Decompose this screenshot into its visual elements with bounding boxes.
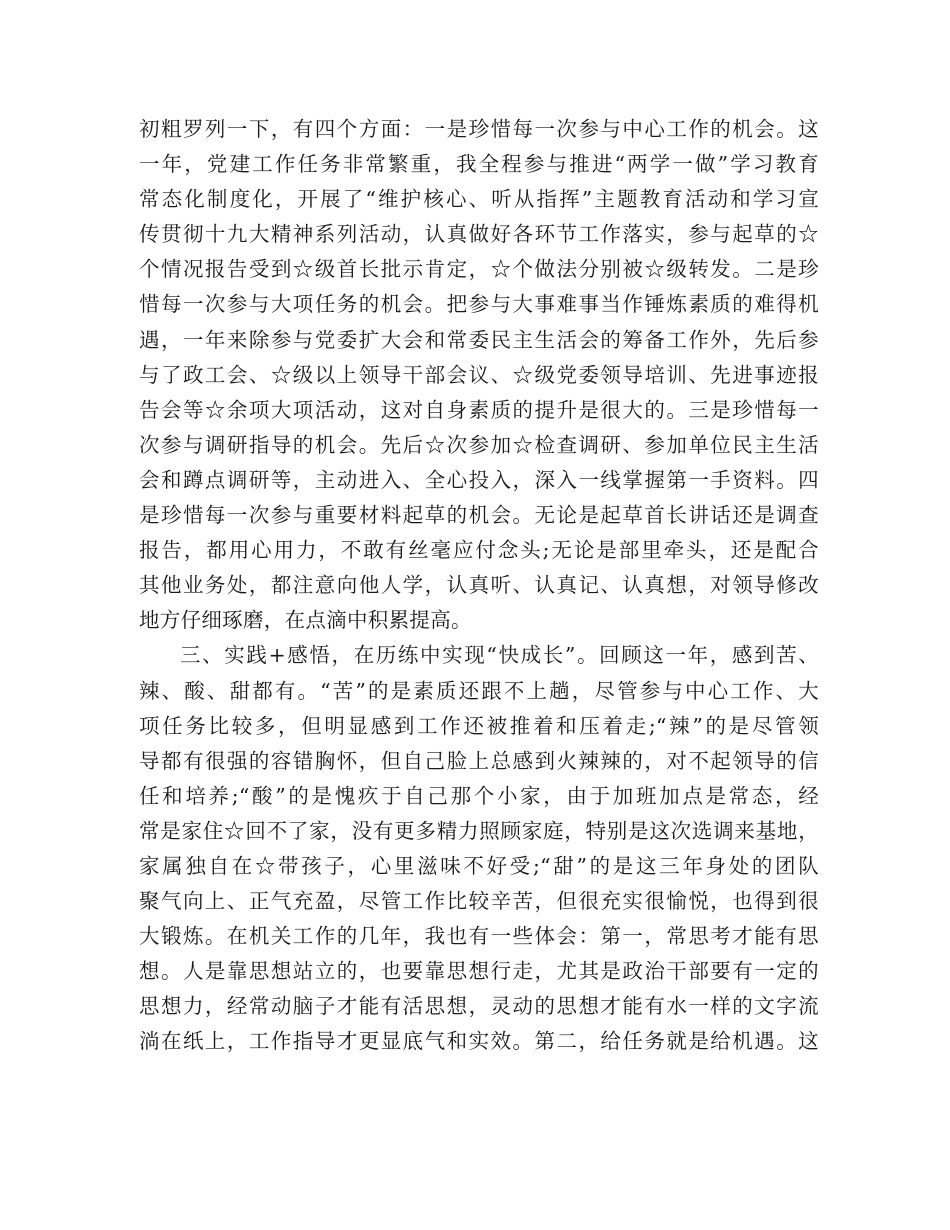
text-line: 次参与调研指导的机会。先后☆次参加☆检查调研、参加单位民主生活: [139, 432, 819, 457]
text-line: 任和培养;“酸”的是愧疚于自己那个小家，由于加班加点是常态，经: [139, 783, 819, 808]
text-line: 其他业务处，都注意向他人学，认真听、认真记、认真想，对领导修改: [139, 573, 819, 598]
text-line: 项任务比较多，但明显感到工作还被推着和压着走;“辣”的是尽管领: [139, 713, 819, 738]
text-line: 与了政工会、☆级以上领导干部会议、☆级党委领导培训、先进事迹报: [139, 362, 819, 387]
text-line: 常是家住☆回不了家，没有更多精力照顾家庭，特别是这次选调来基地，: [139, 818, 819, 843]
text-line: 大锻炼。在机关工作的几年，我也有一些体会：第一，常思考才能有思: [139, 924, 819, 949]
text-line: 常态化制度化，开展了“维护核心、听从指挥”主题教育活动和学习宣: [139, 187, 819, 212]
text-line: 个情况报告受到☆级首长批示肯定，☆个做法分别被☆级转发。二是珍: [139, 257, 819, 282]
text-line: 聚气向上、正气充盈，尽管工作比较辛苦，但很充实很愉悦，也得到很: [139, 889, 819, 914]
text-line: 告会等☆余项大项活动，这对自身素质的提升是很大的。三是珍惜每一: [139, 397, 819, 422]
text-line: 地方仔细琢磨，在点滴中积累提高。: [139, 608, 472, 633]
text-line: 辣、酸、甜都有。“苦”的是素质还跟不上趟，尽管参与中心工作、大: [139, 678, 819, 703]
text-line: 是珍惜每一次参与重要材料起草的机会。无论是起草首长讲话还是调查: [139, 503, 819, 528]
text-line: 会和蹲点调研等，主动进入、全心投入，深入一线掌握第一手资料。四: [139, 467, 819, 492]
text-line: 家属独自在☆带孩子，心里滋味不好受;“甜”的是这三年身处的团队: [139, 853, 819, 878]
paragraph-1: [139, 112, 819, 638]
text-line: 遇，一年来除参与党委扩大会和常委民主生活会的筹备工作外，先后参: [139, 327, 819, 352]
body-text: [139, 112, 819, 1060]
text-line: 思想力，经常动脑子才能有活思想，灵动的思想才能有水一样的文字流: [139, 994, 819, 1019]
text-line: 淌在纸上，工作指导才更显底气和实效。第二，给任务就是给机遇。这: [139, 1029, 819, 1054]
text-line: 想。人是靠思想站立的，也要靠思想行走，尤其是政治干部要有一定的: [139, 959, 819, 984]
text-line: 报告，都用心用力，不敢有丝毫应付念头;无论是部里牵头，还是配合: [139, 538, 819, 563]
paragraph-2: [139, 638, 819, 1059]
text-line: 三、实践+感悟，在历练中实现“快成长”。回顾这一年，感到苦、: [180, 643, 819, 668]
text-line: 初粗罗列一下，有四个方面：一是珍惜每一次参与中心工作的机会。这: [139, 117, 819, 141]
text-line: 一年，党建工作任务非常繁重，我全程参与推进“两学一做”学习教育: [139, 152, 819, 177]
text-line: 惜每一次参与大项任务的机会。把参与大事难事当作锤炼素质的难得机: [139, 292, 819, 317]
text-line: 传贯彻十九大精神系列活动，认真做好各环节工作落实，参与起草的☆: [139, 222, 819, 247]
text-line: 导都有很强的容错胸怀，但自己脸上总感到火辣辣的，对不起领导的信: [139, 748, 819, 773]
